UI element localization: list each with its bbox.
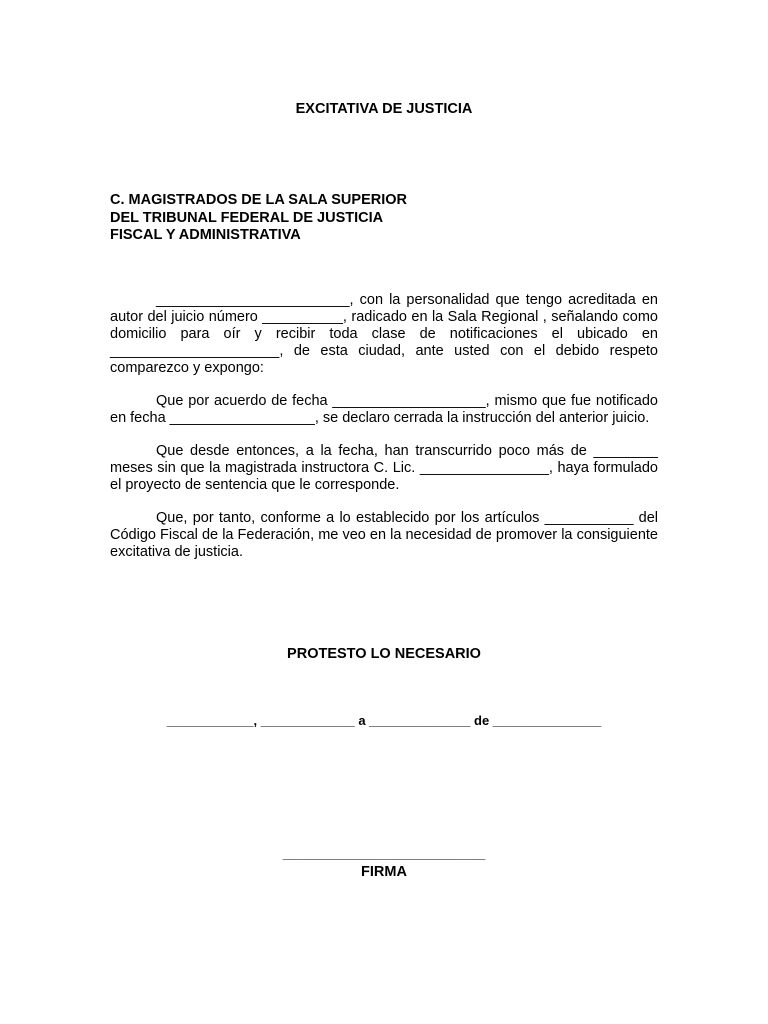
body-paragraph: ________________________, con la personalidad que tengo acreditada en autor del juicio número __________, radicado en la Sala Regional , señalando como domicilio para oír y recibir toda clase de notificaciones el ubicado en _____________________, de esta ciudad, ante usted con el debido respeto comparezco y expongo: [110, 292, 658, 376]
addressee-line: DEL TRIBUNAL FEDERAL DE JUSTICIA [110, 209, 384, 226]
body-paragraph: Que, por tanto, conforme a lo establecido por los artículos ___________ del Código Fiscal de la Federación, me veo en la necesidad de promover la consiguiente excitativa de justicia. [110, 510, 658, 560]
addressee-line: C. MAGISTRADOS DE LA SALA SUPERIOR [110, 192, 407, 208]
document-title: EXCITATIVA DE JUSTICIA [295, 101, 473, 117]
body-paragraph: Que por acuerdo de fecha ___________________, mismo que fue notificado en fecha __________________, se declaro cerrada la instrucción del anterior juicio. [110, 393, 658, 426]
document-body [110, 292, 658, 577]
closing-statement: PROTESTO LO NECESARIO [287, 646, 481, 662]
addressee-line: FISCAL Y ADMINISTRATIVA [110, 227, 301, 243]
signature-label: FIRMA [361, 864, 407, 880]
signature-line: ____________________________ [282, 846, 486, 861]
place-date-line: ____________, _____________ a ______________ de _______________ [166, 713, 602, 728]
addressee-block [110, 192, 658, 245]
body-paragraph: Que desde entonces, a la fecha, han transcurrido poco más de ________ meses sin que la magistrada instructora C. Lic. ________________, haya formulado el proyecto de sentencia que le corresponde. [110, 443, 658, 493]
